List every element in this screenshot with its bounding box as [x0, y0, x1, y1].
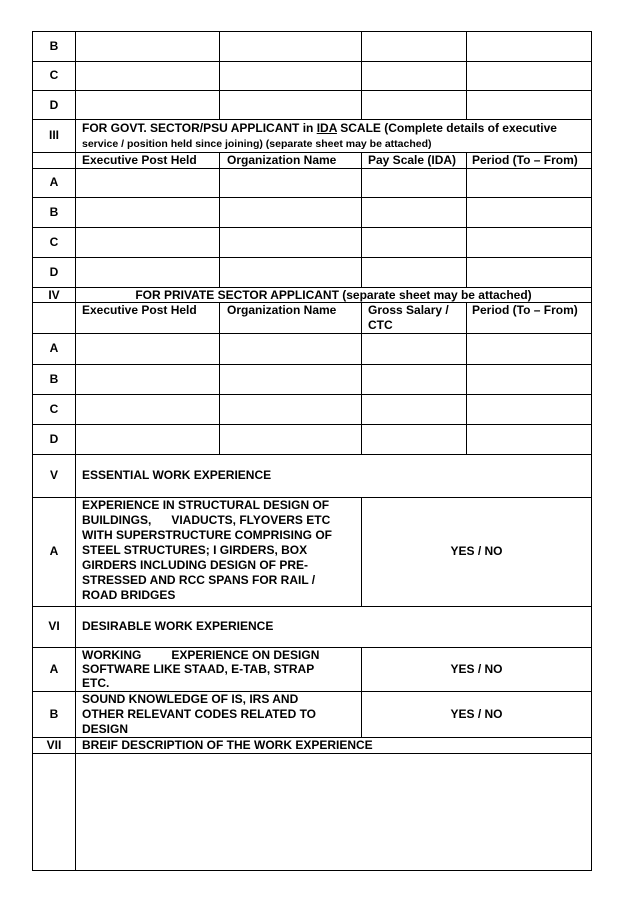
govt-header-period: Period (To – From): [472, 153, 578, 167]
row-line: [32, 364, 592, 365]
govt-title-text: FOR GOVT. SECTOR/PSU APPLICANT in: [82, 121, 317, 135]
row-line: [32, 90, 592, 91]
govt-header-post: Executive Post Held: [82, 153, 197, 167]
desirable-item-b-line3: DESIGN: [82, 722, 129, 736]
row-label-d: D: [49, 265, 59, 279]
row-line: [32, 333, 592, 334]
essential-answer-yes-no[interactable]: YES / NO: [450, 544, 503, 558]
row-line: [32, 394, 592, 395]
row-line: [32, 870, 592, 871]
col-divider: [361, 152, 362, 288]
row-label-d: D: [49, 98, 59, 112]
row-label-a: A: [49, 175, 59, 189]
row-line: [32, 606, 592, 607]
desirable-item-b-line2: OTHER RELEVANT CODES RELATED TO: [82, 707, 317, 721]
essential-item-a-line1: EXPERIENCE IN STRUCTURAL DESIGN OF: [82, 498, 330, 512]
row-line: [32, 454, 592, 455]
desirable-item-a-line2: SOFTWARE LIKE STAAD, E-TAB, STRAP: [82, 662, 315, 676]
col-divider: [219, 302, 220, 454]
desirable-item-b-line1: SOUND KNOWLEDGE OF IS, IRS AND: [82, 692, 299, 706]
govt-title-ida: IDA: [316, 121, 337, 135]
row-line: [32, 424, 592, 425]
essential-item-a-line5: GIRDERS INCLUDING DESIGN OF PRE-: [82, 558, 309, 572]
private-header-organization: Organization Name: [227, 303, 337, 317]
row-label-a: A: [49, 544, 59, 558]
row-label-c: C: [49, 68, 59, 82]
col-divider: [466, 31, 467, 119]
brief-description-title: BREIF DESCRIPTION OF THE WORK EXPERIENCE: [82, 738, 373, 752]
row-line: [32, 227, 592, 228]
section-number-vii: VII: [46, 738, 62, 752]
row-label-c: C: [49, 402, 59, 416]
desirable-item-a-line3: ETC.: [82, 676, 110, 690]
row-label-d: D: [49, 432, 59, 446]
col-divider: [466, 152, 467, 288]
section-number-v: V: [49, 468, 58, 482]
col-divider: [466, 302, 467, 454]
essential-item-a-line3: WITH SUPERSTRUCTURE COMPRISING OF: [82, 528, 333, 542]
col-divider: [219, 152, 220, 288]
row-label-b: B: [49, 39, 59, 53]
essential-item-a-line2: BUILDINGS, VIADUCTS, FLYOVERS ETC: [82, 513, 331, 527]
govt-header-organization: Organization Name: [227, 153, 337, 167]
private-header-post: Executive Post Held: [82, 303, 197, 317]
row-label-c: C: [49, 235, 59, 249]
col-divider: [219, 31, 220, 119]
section-number-iv: IV: [48, 288, 60, 302]
row-line: [32, 168, 592, 169]
section-number-vi: VI: [48, 619, 60, 633]
row-label-a: A: [49, 662, 59, 676]
desirable-item-a-line1: WORKING EXPERIENCE ON DESIGN: [82, 648, 320, 662]
govt-section-subtitle: service / position held since joining) (separate sheet may be attached): [82, 138, 432, 150]
desirable-section-title: DESIRABLE WORK EXPERIENCE: [82, 619, 274, 633]
private-header-salary: Gross Salary /: [368, 303, 449, 317]
row-line: [32, 31, 592, 32]
essential-item-a-line7: ROAD BRIDGES: [82, 588, 176, 602]
essential-item-a-line6: STRESSED AND RCC SPANS FOR RAIL /: [82, 573, 316, 587]
govt-title-text-end: SCALE (Complete details of executive: [336, 121, 557, 135]
row-label-b: B: [49, 372, 59, 386]
section-number-iii: III: [48, 128, 59, 142]
answer-col-divider: [361, 647, 362, 737]
private-header-ctc: CTC: [368, 318, 393, 332]
essential-item-a-line4: STEEL STRUCTURES; I GIRDERS, BOX: [82, 543, 308, 557]
col-divider: [361, 31, 362, 119]
row-label-b: B: [49, 707, 59, 721]
col-divider: [361, 302, 362, 454]
brief-description-input-area[interactable]: [76, 754, 591, 870]
private-header-period: Period (To – From): [472, 303, 578, 317]
private-section-title: FOR PRIVATE SECTOR APPLICANT (separate sheet may be attached): [135, 288, 532, 302]
table-border-right: [591, 31, 592, 871]
row-label-b: B: [49, 205, 59, 219]
essential-section-title: ESSENTIAL WORK EXPERIENCE: [82, 468, 272, 482]
govt-section-title: [82, 121, 557, 136]
row-line: [32, 197, 592, 198]
row-line: [32, 61, 592, 62]
govt-header-pay-scale: Pay Scale (IDA): [368, 153, 457, 167]
label-column-divider: [75, 31, 76, 871]
row-label-a: A: [49, 341, 59, 355]
desirable-b-answer-yes-no[interactable]: YES / NO: [450, 707, 503, 721]
desirable-a-answer-yes-no[interactable]: YES / NO: [450, 662, 503, 676]
row-line: [32, 119, 592, 120]
row-line: [32, 257, 592, 258]
